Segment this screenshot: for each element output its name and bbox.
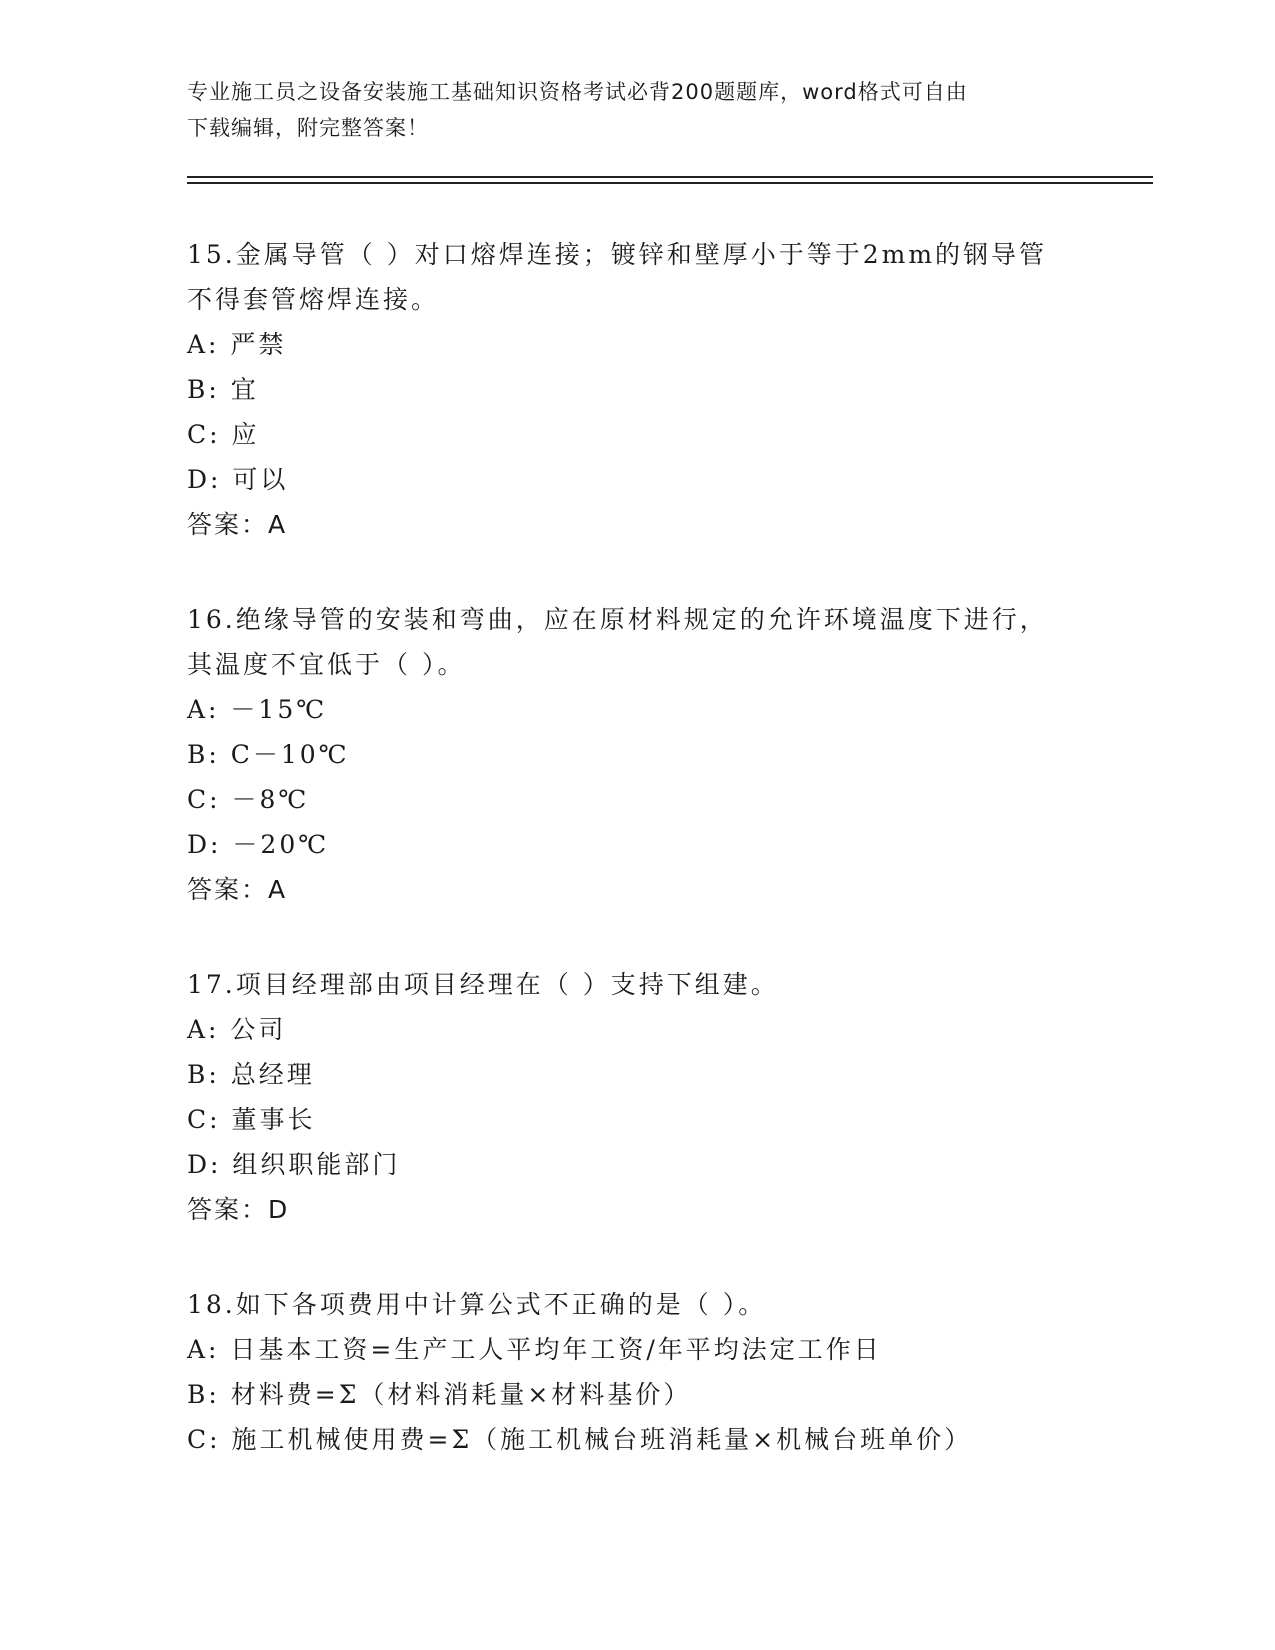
option-b: B: C－10℃	[187, 740, 350, 769]
question-17	[187, 962, 1067, 1232]
option-d: D: 组织职能部门	[187, 1150, 401, 1179]
option-c: C: 董事长	[187, 1105, 316, 1134]
question-15	[187, 232, 1067, 547]
option-a: A: －15℃	[187, 695, 328, 724]
option-b: B: 总经理	[187, 1060, 315, 1089]
question-18	[187, 1282, 1067, 1462]
question-stem: 18.如下各项费用中计算公式不正确的是（ ）。	[187, 1290, 767, 1319]
option-c: C: 施工机械使用费=Σ（施工机械台班消耗量×机械台班单价）	[187, 1425, 973, 1454]
question-stem: 16.绝缘导管的安装和弯曲，应在原材料规定的允许环境温度下进行，	[187, 605, 1048, 634]
option-b: B: 宜	[187, 375, 259, 404]
question-16	[187, 597, 1067, 912]
option-a: A: 严禁	[187, 330, 287, 359]
option-a: A: 公司	[187, 1015, 287, 1044]
header-divider-bottom	[187, 182, 1153, 184]
question-stem-continued: 其温度不宜低于（ ）。	[187, 650, 466, 679]
answer: 答案：A	[187, 875, 288, 904]
option-a: A: 日基本工资=生产工人平均年工资/年平均法定工作日	[187, 1335, 882, 1364]
option-c: C: －8℃	[187, 785, 310, 814]
question-stem: 15.金属导管（ ）对口熔焊连接；镀锌和壁厚小于等于2mm的钢导管	[187, 240, 1048, 269]
question-stem: 17.项目经理部由项目经理在（ ）支持下组建。	[187, 970, 779, 999]
option-d: D: 可以	[187, 465, 289, 494]
option-b: B: 材料费=Σ（材料消耗量×材料基价）	[187, 1380, 692, 1409]
header-line-2: 下载编辑，附完整答案！	[187, 116, 429, 140]
option-c: C: 应	[187, 420, 260, 449]
answer: 答案：A	[187, 510, 288, 539]
header-line-1: 专业施工员之设备安装施工基础知识资格考试必背200题题库，word格式可自由	[187, 80, 968, 104]
answer: 答案：D	[187, 1195, 290, 1224]
option-d: D: －20℃	[187, 830, 330, 859]
header-divider-top	[187, 176, 1153, 178]
question-stem-continued: 不得套管熔焊连接。	[187, 285, 440, 314]
document-header	[187, 74, 1087, 146]
